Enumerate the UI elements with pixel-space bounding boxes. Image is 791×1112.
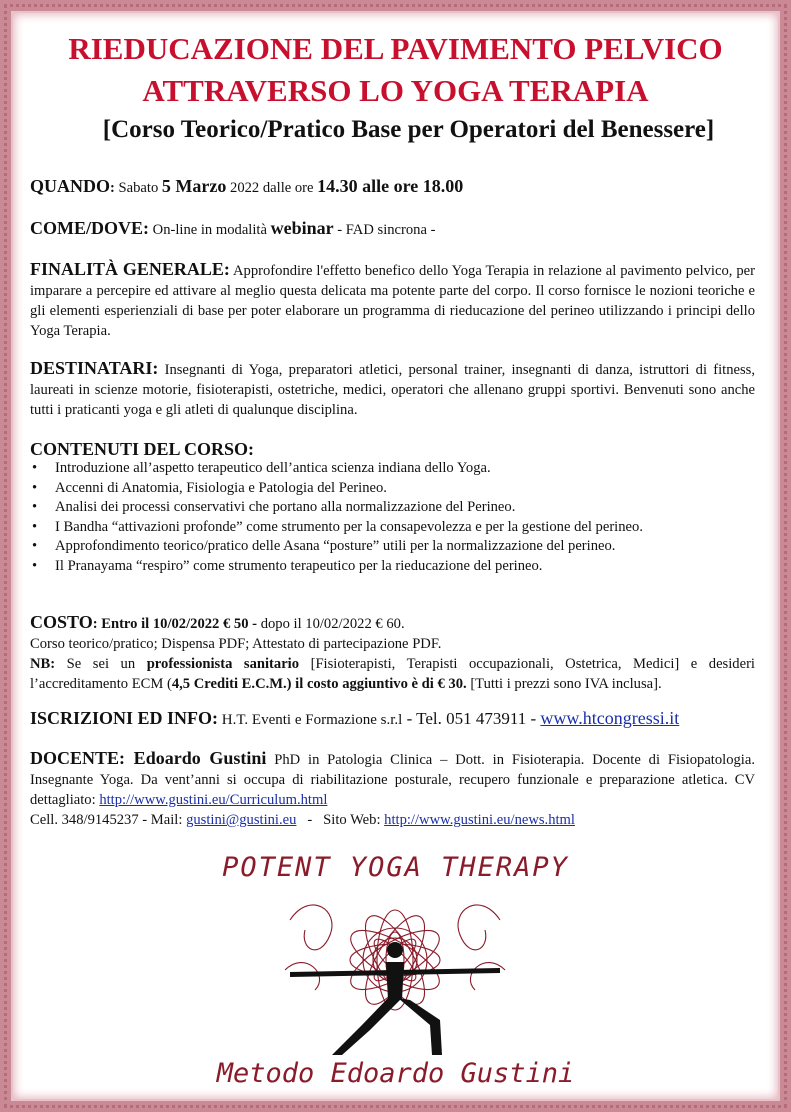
title-line-1: RIEDUCAZIONE DEL PAVIMENTO PELVICO xyxy=(68,31,723,66)
finalita-label: FINALITÀ GENERALE: xyxy=(30,259,230,279)
list-item xyxy=(30,537,755,557)
nb-label: NB: xyxy=(30,656,56,672)
title-line-2: ATTRAVERSO LO YOGA TERAPIA xyxy=(142,73,649,108)
list-item-text: Il Pranayama “respiro” come strumento terapeutico per la rieducazione del perineo. xyxy=(55,557,543,574)
docente-text: PhD in Patologia Clinica – Dott. in Fisioterapia. Docente di Fisiopatologia. Insegnante Yoga. Da vent’anni si occupa di riabilitazione posturale, recupero funzionale e preparazione atletica. CV dettagliato: xyxy=(30,752,755,808)
quando-label: QUANDO xyxy=(30,176,110,196)
come-suffix: - FAD sincrona - xyxy=(333,222,436,238)
costo-late: dopo il 10/02/2022 € 60. xyxy=(257,616,405,632)
list-item xyxy=(30,459,755,479)
bullet: • xyxy=(32,460,38,476)
docente-cell: Cell. 348/9145237 - Mail: xyxy=(30,812,187,828)
nb-text-2: [Fisioterapisti, Terapisti occupazionali, Ostetrica, Medici] e desideri l’accreditamento ECM ( xyxy=(30,656,755,692)
nb-text-3: [Tutti i prezzi sono IVA inclusa]. xyxy=(466,676,662,692)
nb-bold-2: 4,5 Crediti E.C.M.) il costo aggiuntivo è di € 30. xyxy=(171,676,467,692)
list-item xyxy=(30,518,755,538)
cv-link[interactable]: http://www.gustini.eu/Curriculum.html xyxy=(99,792,328,808)
bullet: • xyxy=(32,557,38,574)
quando-section xyxy=(30,176,755,198)
costo-early: Entro il 10/02/2022 € 50 - xyxy=(97,616,258,632)
web-link[interactable]: http://www.gustini.eu/news.html xyxy=(384,812,575,828)
quando-time: 14.30 alle ore 18.00 xyxy=(317,176,464,196)
costo-line2: Corso teorico/pratico; Dispensa PDF; Attestato di partecipazione PDF. xyxy=(30,636,442,652)
iscrizioni-org: H.T. Eventi e Formazione s.r.l xyxy=(218,712,403,728)
bullet: • xyxy=(32,518,38,535)
bullet: • xyxy=(32,538,38,554)
come-label: COME/DOVE: xyxy=(30,218,149,238)
list-item xyxy=(30,498,755,518)
bullet: • xyxy=(32,499,38,515)
costo-label: COSTO xyxy=(30,612,93,632)
finalita-section xyxy=(30,259,755,341)
destinatari-label: DESTINATARI: xyxy=(30,358,159,378)
quando-mid: 2022 dalle ore xyxy=(226,180,318,196)
docente-label: DOCENTE: Edoardo Gustini xyxy=(30,748,267,768)
nb-bold-1: professionista sanitario xyxy=(146,656,300,672)
list-item xyxy=(30,557,755,577)
list-item-text: Introduzione all’aspetto terapeutico dell’antica scienza indiana dello Yoga. xyxy=(55,460,491,476)
subtitle: [Corso Teorico/Pratico Base per Operatori del Benessere] xyxy=(102,116,715,143)
bullet: • xyxy=(32,479,38,496)
docente-section xyxy=(30,748,755,830)
yoga-figure-icon xyxy=(290,942,500,1055)
list-item xyxy=(30,479,755,499)
quando-date: 5 Marzo xyxy=(161,176,227,196)
contenuti-label: CONTENUTI DEL CORSO: xyxy=(30,439,255,459)
nb-text-1: Se sei un xyxy=(55,656,147,672)
quando-prefix: Sabato xyxy=(114,180,162,196)
list-item-text: Analisi dei processi conservativi che portano alla normalizzazione del Perineo. xyxy=(55,499,516,515)
iscrizioni-section xyxy=(30,708,755,730)
destinatari-section xyxy=(30,358,755,420)
finalita-text: Approfondire l'effetto benefico dello Yoga Terapia in relazione al pavimento pelvico, per imparare a percepire ed attivare al meglio questa delicata ma potente parte del corpo. Il corso fornisce le nozioni teoriche e gli elementi esperienziali di base per poter elaborare un programma di rieducazione del perineo utilizzando i principi dello Yoga Terapia. xyxy=(30,263,755,339)
costo-section xyxy=(30,612,755,694)
iscrizioni-label: ISCRIZIONI ED INFO: xyxy=(30,708,219,728)
destinatari-text: Insegnanti di Yoga, preparatori atletici, personal trainer, insegnanti di danza, istruttori di fitness, laureati in scienze motorie, fisioterapisti, ostetriche, medici, operatori che allenano gruppi sportivi. Benvenuti sono anche tutti i praticanti yoga e gli atleti di qualunque disciplina. xyxy=(30,362,755,418)
come-section xyxy=(30,218,755,240)
contenuti-list xyxy=(30,459,755,576)
web-label: - Sito Web: xyxy=(296,812,385,828)
list-item-text: Accenni di Anatomia, Fisiologia e Patologia del Perineo. xyxy=(55,479,387,496)
quando-colon: : xyxy=(110,180,115,196)
costo-colon: : xyxy=(92,616,98,632)
contenuti-section xyxy=(30,439,755,576)
logo-footer: Metodo Edoardo Gustini xyxy=(216,1058,575,1089)
logo-title: POTENT YOGA THERAPY xyxy=(222,852,569,883)
yoga-mandala-logo xyxy=(270,880,520,1060)
list-item-text: I Bandha “attivazioni profonde” come strumento per la consapevolezza e per la gestione del perineo. xyxy=(55,518,643,535)
htcongressi-link[interactable]: www.htcongressi.it xyxy=(540,708,680,728)
come-prefix: On-line in modalità xyxy=(149,222,271,238)
mail-link[interactable]: gustini@gustini.eu xyxy=(186,812,297,828)
iscrizioni-tel: - Tel. 051 473911 - xyxy=(402,709,541,728)
come-mode: webinar xyxy=(270,218,334,238)
list-item-text: Approfondimento teorico/pratico delle Asana “posture” utili per la normalizzazione del perineo. xyxy=(55,538,616,554)
